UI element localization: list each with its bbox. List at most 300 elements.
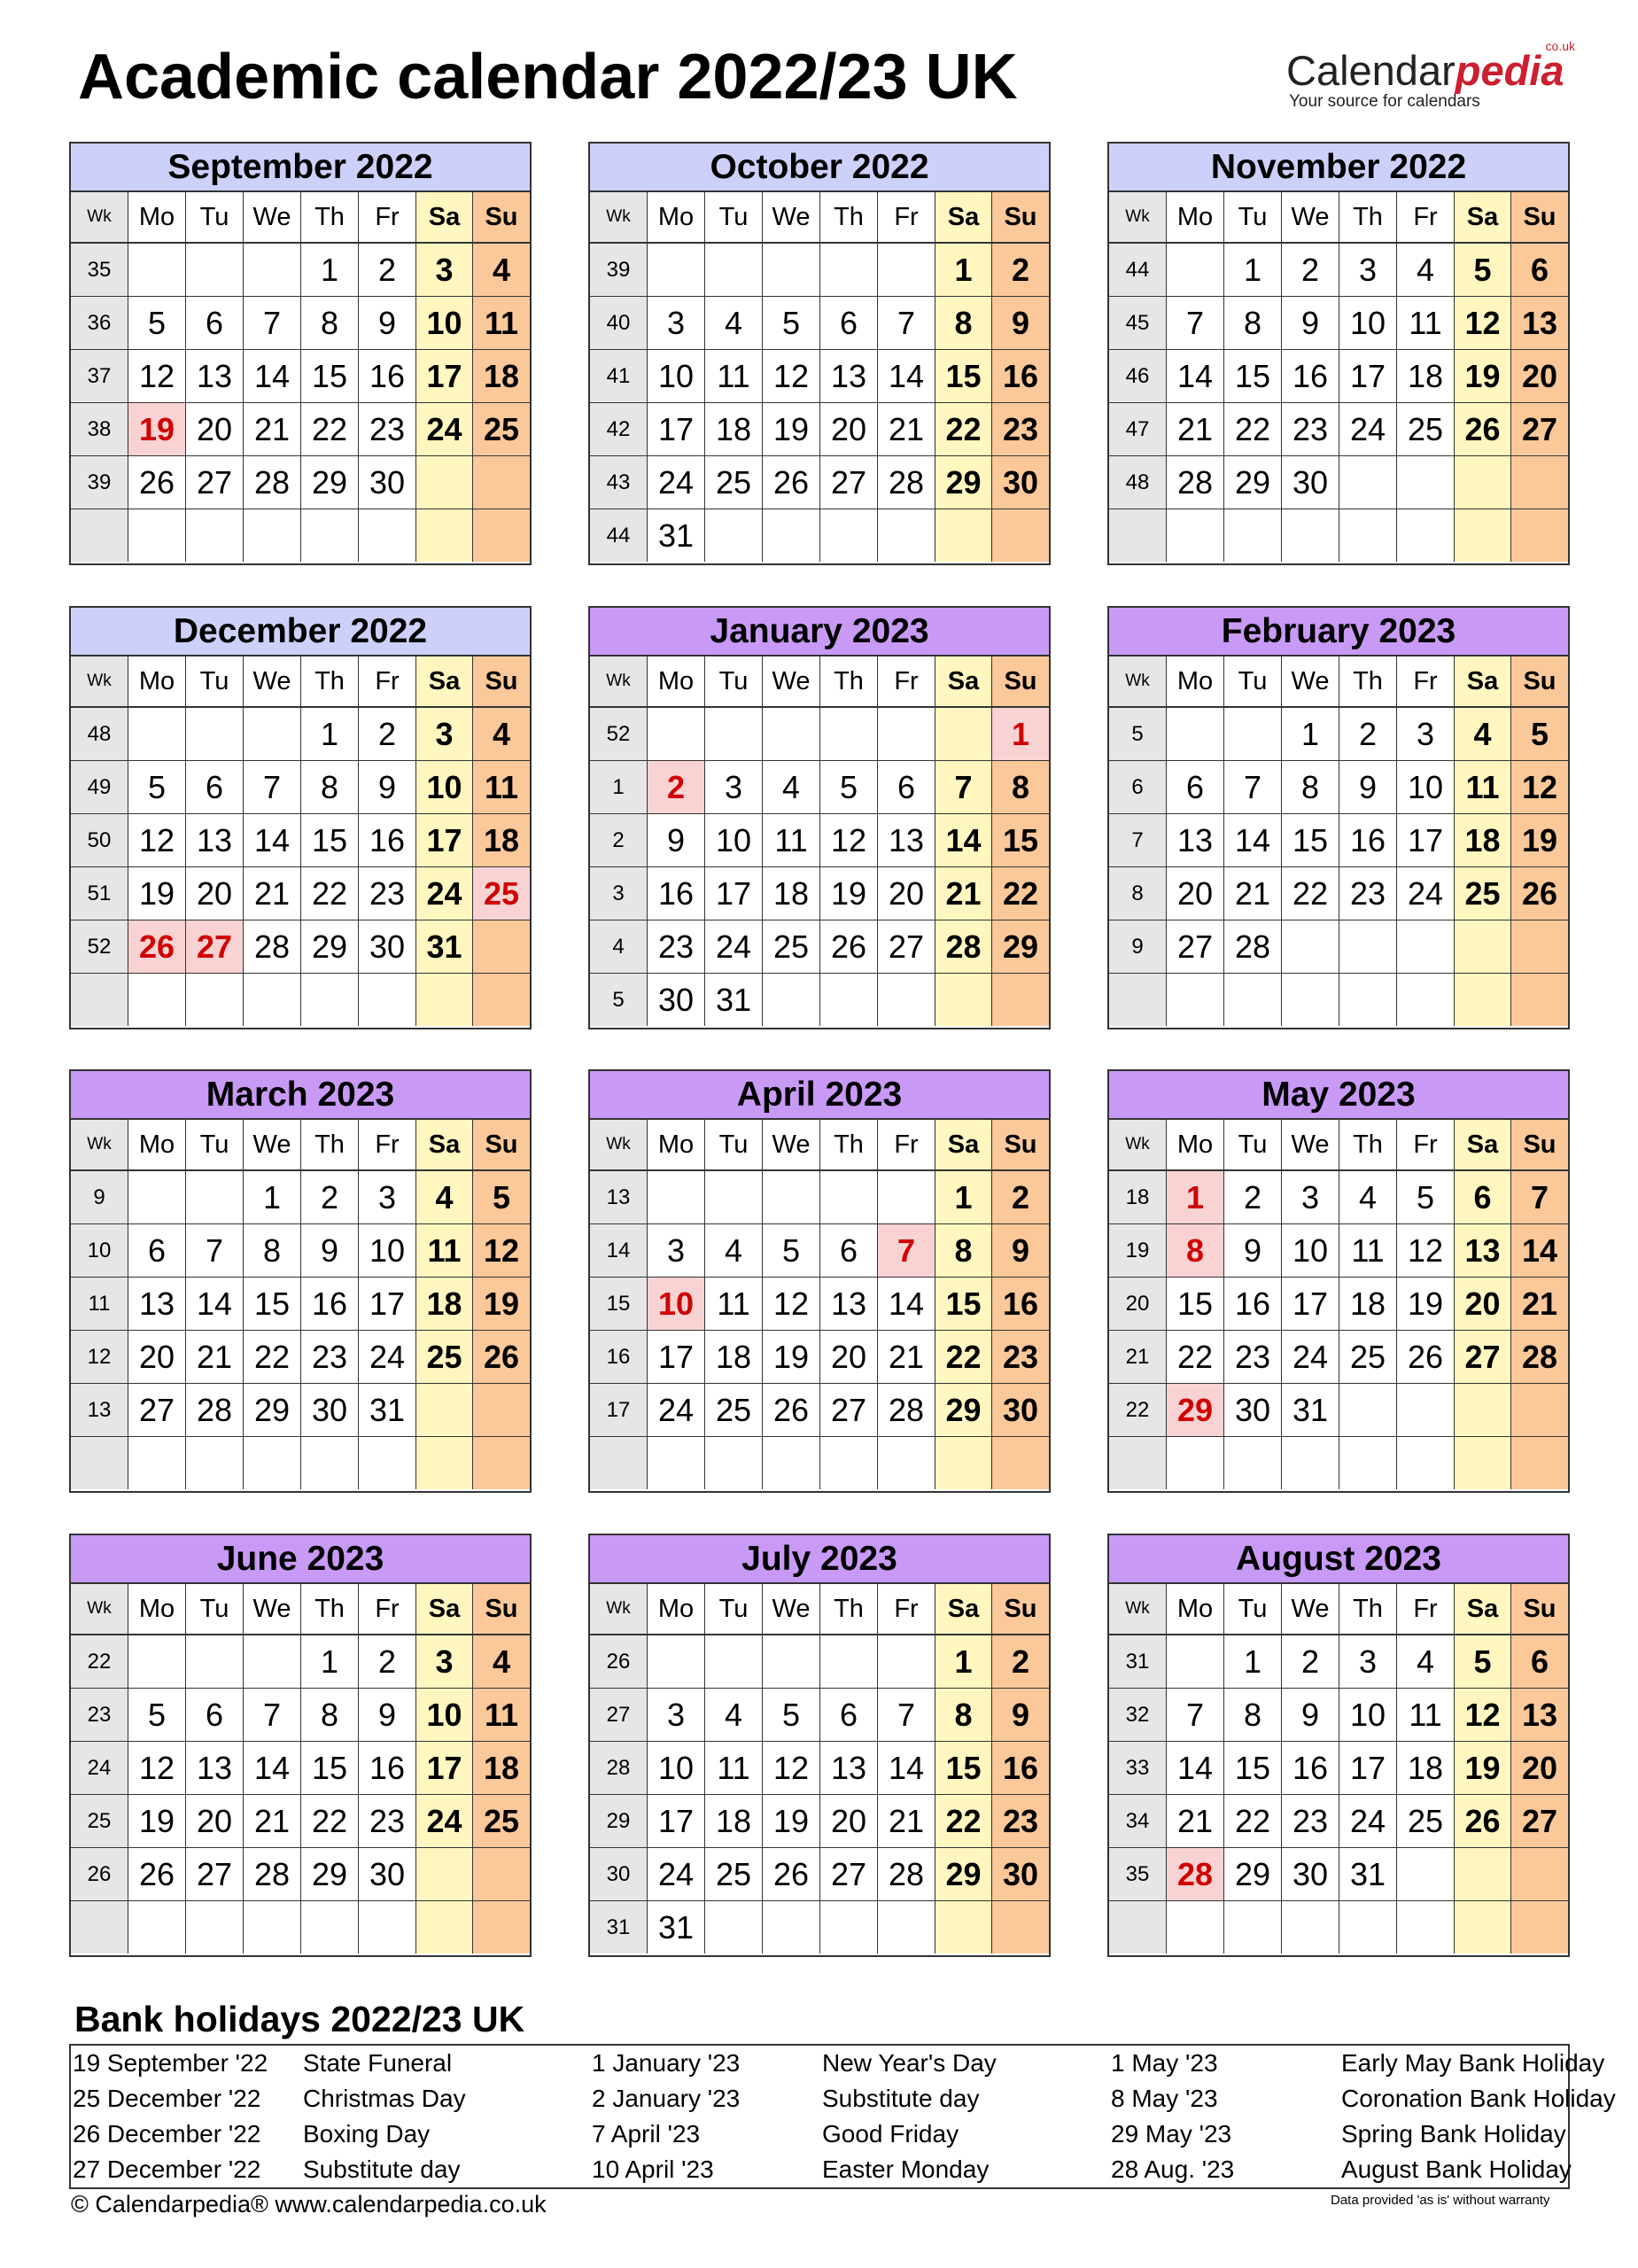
weekday-header: Sa	[1455, 1120, 1511, 1169]
day-cell: 12	[763, 1742, 820, 1794]
day-cell: 14	[1167, 1742, 1224, 1794]
day-cell: 15	[935, 350, 992, 402]
day-cell: 1	[935, 244, 992, 296]
bank-holiday-date: 28 Aug. '23	[1111, 2155, 1235, 2183]
day-cell: 27	[128, 1384, 186, 1436]
day-cell: 12	[1455, 297, 1511, 349]
week-number: 51	[71, 867, 128, 920]
day-cell: 20	[878, 867, 935, 920]
day-cell: 6	[820, 297, 878, 349]
bank-holiday-date: 1 May '23	[1111, 2049, 1218, 2077]
empty-day-cell	[648, 244, 705, 296]
day-cell: 28	[1167, 1848, 1224, 1900]
week-row	[71, 920, 530, 974]
week-row	[590, 1224, 1049, 1278]
day-cell: 30	[648, 974, 705, 1026]
day-cell: 29	[992, 920, 1049, 973]
week-row	[590, 761, 1049, 814]
day-cell: 11	[1397, 297, 1455, 349]
day-cell: 1	[244, 1171, 301, 1223]
week-number: 50	[71, 814, 128, 866]
logo-wordmark	[1286, 46, 1564, 96]
week-number: 42	[590, 403, 648, 455]
day-cell: 18	[473, 1742, 530, 1794]
day-cell: 30	[992, 456, 1049, 509]
day-cell: 14	[1224, 814, 1282, 866]
month-title: June 2023	[71, 1535, 530, 1584]
weekday-header: Fr	[359, 1120, 416, 1169]
day-cell: 16	[359, 350, 416, 402]
day-cell: 6	[1511, 244, 1568, 296]
day-cell: 30	[1224, 1384, 1282, 1436]
calendarpedia-logo[interactable]	[1286, 39, 1579, 115]
week-row	[1109, 244, 1568, 297]
weekday-header: Su	[473, 1120, 530, 1169]
day-cell: 18	[473, 814, 530, 866]
day-cell: 16	[1282, 350, 1339, 402]
day-cell: 7	[935, 761, 992, 813]
day-cell: 21	[1167, 1795, 1224, 1847]
month-calendar	[1107, 1069, 1570, 1493]
empty-day-cell	[1455, 509, 1511, 562]
week-row	[71, 1437, 530, 1490]
day-cell: 27	[820, 1848, 878, 1900]
day-cell: 17	[416, 814, 473, 866]
week-number: 31	[590, 1901, 648, 1953]
empty-day-cell	[186, 1901, 244, 1953]
week-number: 4	[590, 920, 648, 973]
day-cell: 10	[648, 350, 705, 402]
day-cell: 21	[244, 867, 301, 920]
weekday-header: Tu	[186, 1584, 244, 1634]
weekday-header: Fr	[878, 192, 935, 242]
week-row	[1109, 814, 1568, 867]
weekday-header: We	[1282, 656, 1339, 706]
week-row	[1109, 403, 1568, 456]
day-cell: 30	[1282, 1848, 1339, 1900]
day-cell: 29	[301, 920, 359, 973]
weekday-header-row	[71, 1584, 530, 1635]
day-cell: 20	[1511, 1742, 1568, 1794]
week-number: 13	[71, 1384, 128, 1436]
empty-day-cell	[878, 1635, 935, 1688]
day-cell: 9	[359, 1689, 416, 1741]
day-cell: 18	[763, 867, 820, 920]
day-cell: 19	[1511, 814, 1568, 866]
day-cell: 22	[1282, 867, 1339, 920]
empty-day-cell	[1397, 1901, 1455, 1953]
day-cell: 13	[820, 1742, 878, 1794]
day-cell: 28	[1224, 920, 1282, 973]
day-cell: 13	[820, 1278, 878, 1330]
day-cell: 7	[878, 297, 935, 349]
bank-holiday-name: August Bank Holiday	[1341, 2155, 1572, 2183]
page-title: Academic calendar 2022/23 UK	[78, 42, 1018, 113]
day-cell: 24	[705, 920, 763, 973]
day-cell: 7	[878, 1224, 935, 1277]
empty-day-cell	[820, 1171, 878, 1223]
day-cell: 30	[1282, 456, 1339, 509]
day-cell: 5	[763, 1224, 820, 1277]
weekday-header: Fr	[359, 192, 416, 242]
day-cell: 28	[935, 920, 992, 973]
weekday-header-row	[590, 1584, 1049, 1635]
day-cell: 4	[1339, 1171, 1397, 1223]
day-cell: 15	[301, 350, 359, 402]
day-cell: 28	[186, 1384, 244, 1436]
empty-day-cell	[1167, 1635, 1224, 1688]
week-row	[71, 867, 530, 920]
day-cell: 5	[1397, 1171, 1455, 1223]
weekday-header: Mo	[648, 192, 705, 242]
day-cell: 25	[473, 403, 530, 455]
weekday-header: Mo	[1167, 1120, 1224, 1169]
empty-day-cell	[473, 1848, 530, 1900]
day-cell: 24	[648, 1384, 705, 1436]
empty-day-cell	[1282, 509, 1339, 562]
bank-holiday-name: Coronation Bank Holiday	[1341, 2085, 1616, 2112]
empty-day-cell	[244, 509, 301, 562]
day-cell: 13	[186, 814, 244, 866]
day-cell: 13	[1455, 1224, 1511, 1277]
weekday-header: Fr	[359, 656, 416, 706]
weekday-header: Mo	[648, 1584, 705, 1634]
day-cell: 17	[359, 1278, 416, 1330]
week-number: 21	[1109, 1331, 1167, 1383]
day-cell: 8	[992, 761, 1049, 813]
empty-day-cell	[935, 1437, 992, 1489]
week-row	[590, 1384, 1049, 1437]
empty-day-cell	[473, 974, 530, 1026]
week-row	[1109, 509, 1568, 563]
weekday-header: Mo	[128, 1120, 186, 1169]
day-cell: 26	[763, 1384, 820, 1436]
empty-day-cell	[473, 1901, 530, 1953]
empty-day-cell	[1511, 509, 1568, 562]
weekday-header-row	[71, 1120, 530, 1171]
week-row	[1109, 708, 1568, 761]
day-cell: 11	[473, 297, 530, 349]
day-cell: 16	[648, 867, 705, 920]
week-number: 44	[590, 509, 648, 562]
day-cell: 12	[1397, 1224, 1455, 1277]
empty-day-cell	[648, 1635, 705, 1688]
empty-day-cell	[763, 708, 820, 760]
empty-day-cell	[1282, 920, 1339, 973]
week-row	[590, 1848, 1049, 1901]
weekday-header: Su	[473, 1584, 530, 1634]
month-calendar	[1107, 142, 1570, 565]
empty-day-cell	[705, 1901, 763, 1953]
day-cell: 29	[301, 456, 359, 509]
weekday-header: Sa	[1455, 1584, 1511, 1634]
week-row	[1109, 1171, 1568, 1224]
week-number: 34	[1109, 1795, 1167, 1847]
empty-day-cell	[648, 1171, 705, 1223]
week-row	[1109, 1331, 1568, 1384]
empty-day-cell	[473, 1384, 530, 1436]
bank-holiday-date: 2 January '23	[592, 2085, 741, 2112]
day-cell: 9	[992, 297, 1049, 349]
day-cell: 2	[359, 708, 416, 760]
bank-holiday-name: Easter Monday	[822, 2155, 990, 2183]
day-cell: 29	[935, 1848, 992, 1900]
empty-day-cell	[1167, 1901, 1224, 1953]
week-number: 26	[590, 1635, 648, 1688]
week-row	[590, 1742, 1049, 1795]
week-number: 52	[590, 708, 648, 760]
week-number: 22	[1109, 1384, 1167, 1436]
month-calendar	[69, 142, 532, 565]
empty-day-cell	[186, 509, 244, 562]
week-row	[590, 708, 1049, 761]
week-row	[590, 1171, 1049, 1224]
weekday-header-row	[1109, 1584, 1568, 1635]
bank-holiday-name: State Funeral	[303, 2049, 453, 2077]
day-cell: 3	[648, 297, 705, 349]
empty-day-cell	[1339, 1437, 1397, 1489]
weekday-header: Th	[1339, 656, 1397, 706]
weekday-header: Sa	[935, 1120, 992, 1169]
empty-day-cell	[878, 1437, 935, 1489]
week-number: 48	[71, 708, 128, 760]
day-cell: 9	[301, 1224, 359, 1277]
day-cell: 25	[763, 920, 820, 973]
day-cell: 16	[359, 1742, 416, 1794]
day-cell: 27	[186, 456, 244, 509]
day-cell: 15	[992, 814, 1049, 866]
day-cell: 10	[416, 297, 473, 349]
day-cell: 1	[301, 708, 359, 760]
week-row	[71, 1742, 530, 1795]
day-cell: 27	[186, 1848, 244, 1900]
empty-day-cell	[1167, 244, 1224, 296]
day-cell: 21	[935, 867, 992, 920]
weekday-header: Mo	[128, 656, 186, 706]
weekday-header: Sa	[416, 192, 473, 242]
week-number	[590, 1437, 648, 1489]
day-cell: 2	[1224, 1171, 1282, 1223]
day-cell: 14	[244, 814, 301, 866]
day-cell: 14	[244, 350, 301, 402]
empty-day-cell	[244, 708, 301, 760]
day-cell: 6	[186, 761, 244, 813]
day-cell: 4	[705, 297, 763, 349]
week-row	[71, 297, 530, 350]
bank-holiday-name: Substitute day	[822, 2085, 980, 2112]
day-cell: 8	[935, 1224, 992, 1277]
footer-copyright: © Calendarpedia® www.calendarpedia.co.uk	[71, 2191, 547, 2218]
weekday-header: Sa	[416, 1120, 473, 1169]
empty-day-cell	[763, 1901, 820, 1953]
empty-day-cell	[1224, 708, 1282, 760]
day-cell: 2	[1282, 244, 1339, 296]
empty-day-cell	[186, 1171, 244, 1223]
week-number-header: Wk	[71, 1584, 128, 1634]
empty-day-cell	[1397, 1437, 1455, 1489]
bank-holiday-date: 26 December '22	[73, 2120, 261, 2148]
day-cell: 20	[820, 1795, 878, 1847]
weekday-header: Mo	[128, 1584, 186, 1634]
week-row	[1109, 1437, 1568, 1490]
empty-day-cell	[416, 456, 473, 509]
empty-day-cell	[1339, 1901, 1397, 1953]
day-cell: 16	[1224, 1278, 1282, 1330]
empty-day-cell	[301, 509, 359, 562]
day-cell: 2	[301, 1171, 359, 1223]
week-row	[71, 1331, 530, 1384]
weekday-header: Th	[820, 1584, 878, 1634]
day-cell: 24	[359, 1331, 416, 1383]
weekday-header: We	[1282, 1584, 1339, 1634]
day-cell: 15	[244, 1278, 301, 1330]
week-number	[1109, 509, 1167, 562]
day-cell: 26	[820, 920, 878, 973]
day-cell: 12	[1455, 1689, 1511, 1741]
empty-day-cell	[820, 708, 878, 760]
week-row	[71, 1635, 530, 1689]
weekday-header: Tu	[705, 192, 763, 242]
day-cell: 26	[128, 1848, 186, 1900]
day-cell: 25	[473, 867, 530, 920]
day-cell: 5	[763, 1689, 820, 1741]
weekday-header: Fr	[878, 656, 935, 706]
day-cell: 10	[1282, 1224, 1339, 1277]
week-number-header: Wk	[71, 192, 128, 242]
week-number	[71, 509, 128, 562]
empty-day-cell	[648, 708, 705, 760]
weekday-header: Mo	[1167, 656, 1224, 706]
week-number: 33	[1109, 1742, 1167, 1794]
empty-day-cell	[1339, 1384, 1397, 1436]
week-row	[590, 456, 1049, 509]
week-number: 32	[1109, 1689, 1167, 1741]
bank-holiday-date: 1 January '23	[592, 2049, 741, 2077]
weekday-header: We	[1282, 192, 1339, 242]
day-cell: 20	[186, 1795, 244, 1847]
day-cell: 2	[359, 1635, 416, 1688]
empty-day-cell	[1282, 1901, 1339, 1953]
empty-day-cell	[1167, 509, 1224, 562]
bank-holiday-name: Good Friday	[822, 2120, 959, 2148]
empty-day-cell	[1167, 708, 1224, 760]
day-cell: 2	[992, 244, 1049, 296]
day-cell: 22	[935, 1331, 992, 1383]
day-cell: 26	[1455, 403, 1511, 455]
day-cell: 27	[878, 920, 935, 973]
week-row	[1109, 1635, 1568, 1689]
day-cell: 28	[878, 1848, 935, 1900]
empty-day-cell	[1339, 456, 1397, 509]
day-cell: 13	[1167, 814, 1224, 866]
bank-holiday-date: 29 May '23	[1111, 2120, 1232, 2148]
day-cell: 2	[648, 761, 705, 813]
day-cell: 10	[705, 814, 763, 866]
day-cell: 10	[1339, 297, 1397, 349]
weekday-header: Sa	[935, 656, 992, 706]
day-cell: 26	[1397, 1331, 1455, 1383]
day-cell: 28	[244, 1848, 301, 1900]
day-cell: 29	[244, 1384, 301, 1436]
week-number: 5	[590, 974, 648, 1026]
day-cell: 27	[1511, 1795, 1568, 1847]
day-cell: 20	[186, 403, 244, 455]
day-cell: 19	[1455, 1742, 1511, 1794]
day-cell: 27	[1511, 403, 1568, 455]
empty-day-cell	[359, 1901, 416, 1953]
day-cell: 25	[1397, 403, 1455, 455]
week-row	[71, 814, 530, 867]
day-cell: 22	[935, 1795, 992, 1847]
day-cell: 8	[244, 1224, 301, 1277]
day-cell: 16	[1282, 1742, 1339, 1794]
day-cell: 6	[820, 1689, 878, 1741]
week-number	[1109, 974, 1167, 1026]
day-cell: 9	[359, 761, 416, 813]
empty-day-cell	[1455, 1848, 1511, 1900]
day-cell: 20	[820, 1331, 878, 1383]
week-row	[590, 244, 1049, 297]
day-cell: 22	[935, 403, 992, 455]
week-row	[1109, 1901, 1568, 1954]
bank-holiday-date: 8 May '23	[1111, 2085, 1218, 2112]
day-cell: 10	[416, 1689, 473, 1741]
week-row	[590, 350, 1049, 403]
day-cell: 4	[763, 761, 820, 813]
day-cell: 19	[128, 867, 186, 920]
weekday-header: Tu	[1224, 1584, 1282, 1634]
day-cell: 21	[1511, 1278, 1568, 1330]
week-number: 38	[71, 403, 128, 455]
empty-day-cell	[186, 974, 244, 1026]
week-number: 45	[1109, 297, 1167, 349]
week-number: 5	[1109, 708, 1167, 760]
day-cell: 30	[359, 920, 416, 973]
day-cell: 13	[1511, 297, 1568, 349]
day-cell: 26	[473, 1331, 530, 1383]
day-cell: 31	[359, 1384, 416, 1436]
empty-day-cell	[244, 974, 301, 1026]
day-cell: 22	[244, 1331, 301, 1383]
day-cell: 19	[1397, 1278, 1455, 1330]
week-number-header: Wk	[1109, 656, 1167, 706]
week-row	[590, 509, 1049, 563]
day-cell: 17	[648, 1331, 705, 1383]
week-row	[71, 761, 530, 814]
day-cell: 24	[1339, 1795, 1397, 1847]
day-cell: 13	[820, 350, 878, 402]
day-cell: 15	[935, 1278, 992, 1330]
day-cell: 1	[301, 244, 359, 296]
week-row	[71, 1171, 530, 1224]
day-cell: 17	[705, 867, 763, 920]
week-row	[71, 1901, 530, 1954]
week-number-header: Wk	[590, 656, 648, 706]
week-number: 28	[590, 1742, 648, 1794]
empty-day-cell	[935, 708, 992, 760]
day-cell: 27	[820, 1384, 878, 1436]
weekday-header: We	[1282, 1120, 1339, 1169]
day-cell: 31	[416, 920, 473, 973]
weekday-header: Th	[301, 192, 359, 242]
week-number: 29	[590, 1795, 648, 1847]
day-cell: 17	[416, 1742, 473, 1794]
day-cell: 10	[648, 1278, 705, 1330]
day-cell: 4	[1397, 1635, 1455, 1688]
weekday-header: Tu	[1224, 192, 1282, 242]
day-cell: 4	[416, 1171, 473, 1223]
day-cell: 17	[1339, 1742, 1397, 1794]
